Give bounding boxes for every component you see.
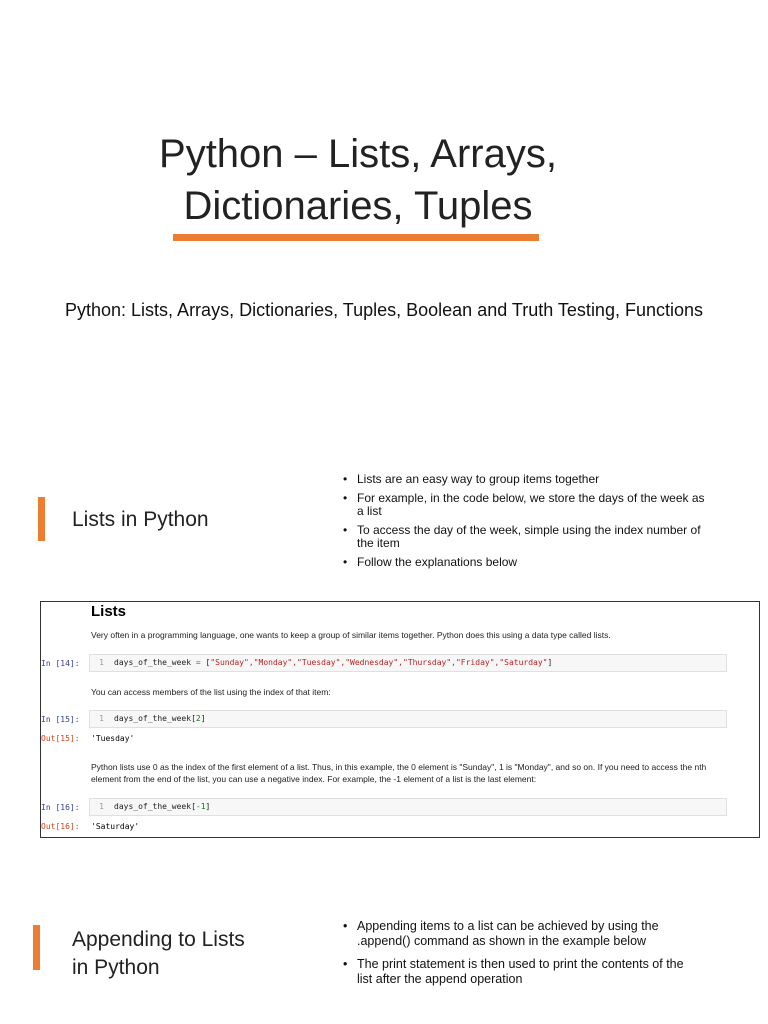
section-heading-line-1: Appending to Lists xyxy=(72,928,245,951)
list-item: • For example, in the code below, we store the days of the week as a list xyxy=(341,492,711,518)
code-variable: days_of_the_week xyxy=(114,802,192,811)
code-cell[interactable] xyxy=(89,654,727,672)
code-bracket: [ xyxy=(191,802,196,811)
section-heading-lists: Lists in Python xyxy=(72,508,209,531)
list-item: • Follow the explanations below xyxy=(341,556,711,569)
output-value: 'Tuesday' xyxy=(91,734,135,743)
line-number: 1 xyxy=(99,714,104,723)
notebook-intro-text: Very often in a programming language, one wants to keep a group of similar items together. Python does this using a data type called lists. xyxy=(91,630,611,640)
code-string-list: "Sunday","Monday","Tuesday","Wednesday","Thursday","Friday","Saturday" xyxy=(210,658,548,667)
notebook-heading: Lists xyxy=(91,603,127,620)
title-underline xyxy=(173,234,539,241)
notebook-screenshot xyxy=(40,601,760,838)
notebook-text: You can access members of the list using the index of that item: xyxy=(91,687,331,697)
line-number: 1 xyxy=(99,802,104,811)
input-prompt: In [14]: xyxy=(41,659,80,668)
code-cell[interactable] xyxy=(89,710,727,728)
list-item: • Lists are an easy way to group items together xyxy=(341,473,711,486)
output-value: 'Saturday' xyxy=(91,822,140,831)
code-bracket: ] xyxy=(547,658,553,667)
input-prompt: In [16]: xyxy=(41,803,80,812)
list-item: • Appending items to a list can be achieved by using the .append() command as shown in the example below xyxy=(341,919,701,949)
code-bracket: [ xyxy=(205,658,211,667)
list-item: • The print statement is then used to print the contents of the list after the append operation xyxy=(341,957,701,987)
slide-subtitle: Python: Lists, Arrays, Dictionaries, Tuples, Boolean and Truth Testing, Functions xyxy=(65,300,703,320)
section-accent-bar xyxy=(38,497,45,541)
code-number: 2 xyxy=(195,714,201,723)
code-bracket: [ xyxy=(191,714,196,723)
output-prompt: Out[16]: xyxy=(41,822,80,831)
output-prompt: Out[15]: xyxy=(41,734,80,743)
slide-title-line-2: Dictionaries, Tuples xyxy=(183,184,533,228)
code-number: -1 xyxy=(195,802,206,811)
slide-title-line-1: Python – Lists, Arrays, xyxy=(159,132,557,176)
slide-title xyxy=(0,128,716,232)
line-number: 1 xyxy=(99,658,104,667)
section-heading-line-2: in Python xyxy=(72,956,160,979)
input-prompt: In [15]: xyxy=(41,715,80,724)
lists-bullet-list xyxy=(341,473,711,575)
section-heading-appending xyxy=(72,926,245,982)
code-variable: days_of_the_week xyxy=(114,658,192,667)
list-item: • To access the day of the week, simple using the index number of the item xyxy=(341,524,711,550)
code-bracket: ] xyxy=(205,802,211,811)
code-variable: days_of_the_week xyxy=(114,714,192,723)
section-accent-bar xyxy=(33,925,40,970)
appending-bullet-list xyxy=(341,919,701,995)
code-cell[interactable] xyxy=(89,798,727,816)
notebook-text: Python lists use 0 as the index of the first element of a list. Thus, in this example, the 0 element is "Sunday", 1 is "Monday", and so on. If you need to access the nth element from the end of the list, you can use a negative index. For example, the -1 element of a list is the last element: xyxy=(91,762,707,784)
code-operator: = xyxy=(191,658,206,667)
code-bracket: ] xyxy=(200,714,206,723)
